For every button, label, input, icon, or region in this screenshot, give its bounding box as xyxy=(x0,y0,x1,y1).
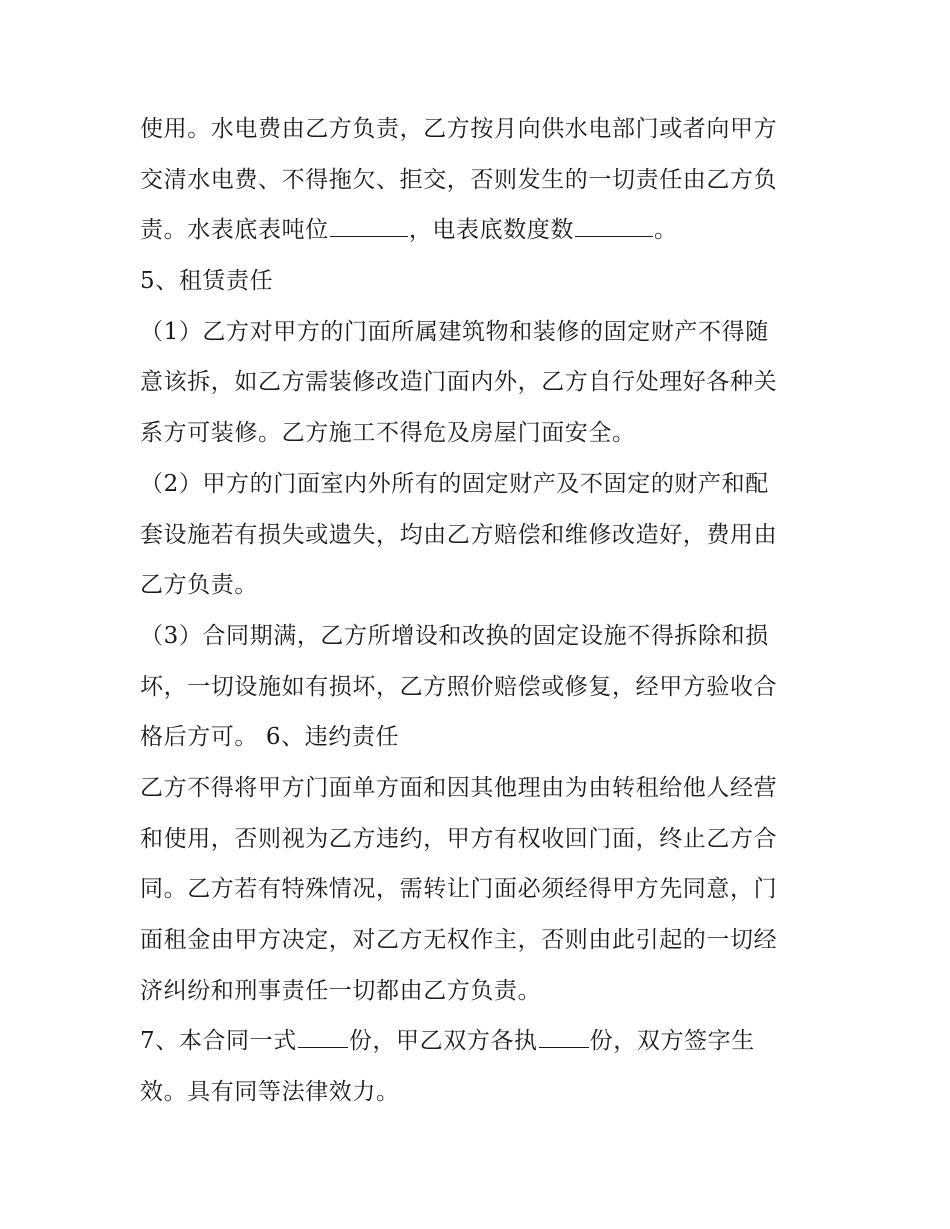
text-line xyxy=(140,459,820,510)
line-text: 份，双方签字生 xyxy=(589,1028,755,1055)
line-text: 系方可装修。乙方施工不得危及房屋门面安全。 xyxy=(140,420,636,447)
line-text: 5、租赁责任 xyxy=(140,268,274,295)
electric-meter-blank[interactable] xyxy=(575,214,653,237)
text-line xyxy=(140,966,820,1017)
total-copies-blank[interactable] xyxy=(298,1025,348,1048)
text-line xyxy=(140,155,820,206)
line-text: 乙方不得将甲方门面单方面和因其他理由为由转租给他人经营 xyxy=(140,774,778,801)
line-text: （3）合同期满，乙方所增设和改换的固定设施不得拆除和损 xyxy=(140,622,769,649)
line-text: 份，甲乙双方各执 xyxy=(348,1028,538,1055)
text-line xyxy=(140,1067,820,1118)
text-line xyxy=(140,662,820,713)
line-text: （1）乙方对甲方的门面所属建筑物和装修的固定财产不得随 xyxy=(140,318,769,345)
line-text: 坏，一切设施如有损坏，乙方照价赔偿或修复，经甲方验收合 xyxy=(140,673,778,700)
line-text: 面租金由甲方决定，对乙方无权作主，否则由此引起的一切经 xyxy=(140,927,778,953)
section-heading-lease-responsibility xyxy=(140,256,820,307)
line-text: 同。乙方若有特殊情况，需转让门面必须经得甲方先同意，门 xyxy=(140,876,778,903)
line-text: 7、本合同一式 xyxy=(140,1028,297,1055)
text-line xyxy=(140,104,820,155)
text-line xyxy=(140,510,820,561)
line-text: 套设施若有损失或遗失，均由乙方赔偿和维修改造好，费用由 xyxy=(140,521,778,548)
line-text: 乙方负责。 xyxy=(140,572,258,599)
line-text: 责。水表底表吨位 xyxy=(140,217,329,244)
text-line xyxy=(140,915,820,966)
line-text: 意该拆，如乙方需装修改造门面内外，乙方自行处理好各种关 xyxy=(140,369,778,396)
line-text: 格后方可。 6、违约责任 xyxy=(140,724,400,751)
line-text: 济纠纷和刑事责任一切都由乙方负责。 xyxy=(140,977,542,1004)
text-line xyxy=(140,763,820,814)
copies-each-blank[interactable] xyxy=(539,1025,589,1048)
line-text: 效。具有同等法律效力。 xyxy=(140,1079,400,1106)
text-line-copies xyxy=(140,1016,820,1067)
text-line xyxy=(140,611,820,662)
text-line xyxy=(140,357,820,408)
text-line xyxy=(140,408,820,459)
text-line xyxy=(140,560,820,611)
line-text: 。 xyxy=(654,217,678,244)
text-line-meter-readings xyxy=(140,205,820,256)
line-text: 交清水电费、不得拖欠、拒交，否则发生的一切责任由乙方负 xyxy=(140,166,778,193)
line-text: （2）甲方的门面室内外所有的固定财产及不固定的财产和配 xyxy=(140,470,769,497)
line-text: ，电表底数度数 xyxy=(408,217,575,244)
line-text: 和使用，否则视为乙方违约，甲方有权收回门面，终止乙方合 xyxy=(140,825,778,852)
text-line xyxy=(140,814,820,865)
text-line-breach-heading xyxy=(140,712,820,763)
line-text: 使用。水电费由乙方负责，乙方按月向供水电部门或者向甲方 xyxy=(140,116,778,142)
text-line xyxy=(140,864,820,915)
text-line xyxy=(140,307,820,358)
contract-text xyxy=(140,104,820,1118)
water-meter-blank[interactable] xyxy=(330,214,408,237)
